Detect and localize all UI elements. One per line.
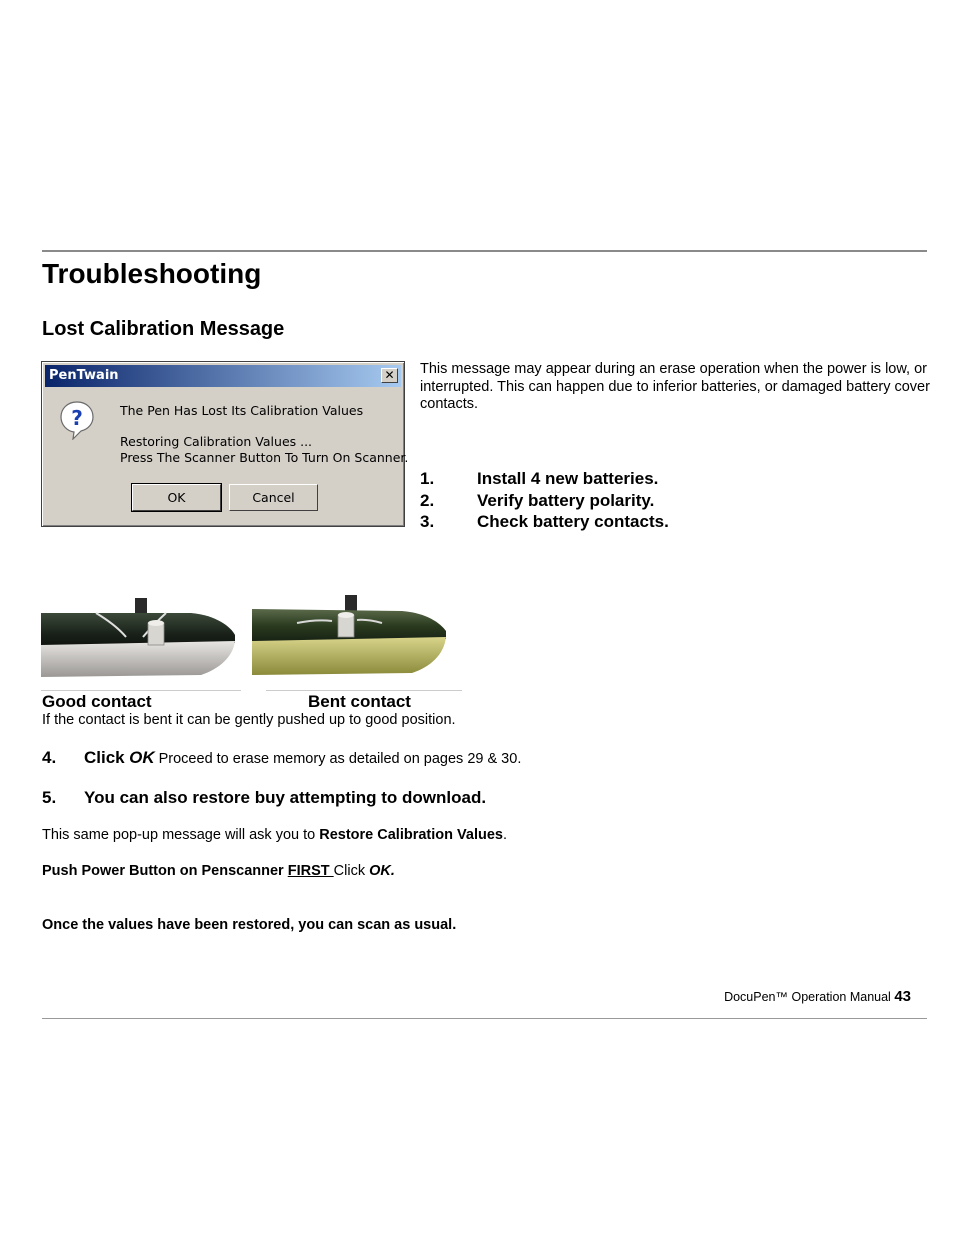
good-contact-caption: Good contact (42, 692, 152, 711)
step-4-text: Proceed to erase memory as detailed on pages 29 & 30. (154, 751, 522, 767)
step-number: 3. (420, 512, 435, 531)
push-paragraph (42, 863, 395, 879)
push-ok: OK. (369, 863, 395, 879)
question-icon (59, 400, 95, 440)
step-text: Install 4 new batteries. (477, 469, 659, 488)
bottom-rule (42, 1018, 927, 1019)
good-contact-photo (41, 595, 241, 690)
page-number: 43 (894, 988, 911, 1005)
ok-button[interactable]: OK (132, 484, 221, 511)
section-title: Lost Calibration Message (42, 318, 285, 340)
restored-paragraph: Once the values have been restored, you can scan as usual. (42, 917, 457, 933)
close-icon[interactable]: ✕ (381, 368, 398, 383)
popup-bold: Restore Calibration Values (319, 827, 503, 843)
page-footer (724, 988, 911, 1006)
push-click: Click (333, 863, 370, 879)
bent-contact-photo (252, 593, 452, 690)
popup-text: This same pop-up message will ask you to (42, 827, 320, 843)
svg-text:?: ? (71, 406, 83, 430)
dialog-message-1: The Pen Has Lost Its Calibration Values (120, 403, 364, 418)
cancel-button[interactable]: Cancel (229, 484, 318, 511)
dialog-message-2: Restoring Calibration Values ... (120, 434, 313, 449)
push-bold: Push Power Button on Penscanner (42, 863, 288, 879)
step-number: 4. (42, 748, 57, 767)
step-4-label: Click (84, 748, 125, 767)
step-number: 1. (420, 469, 435, 488)
popup-end: . (502, 827, 508, 843)
intro-paragraph: This message may appear during an erase operation when the power is low, or interrupted. This can happen due to inferior batteries, or damaged battery cover contacts. (420, 361, 930, 412)
bent-contact-caption: Bent contact (308, 692, 411, 711)
push-first: FIRST (287, 863, 334, 879)
page-title: Troubleshooting (42, 258, 262, 289)
photo-divider (41, 690, 241, 691)
dialog-title: PenTwain (49, 368, 119, 383)
footer-manual: DocuPen™ Operation Manual (724, 990, 895, 1004)
top-rule (42, 250, 927, 252)
step-text: Verify battery polarity. (477, 491, 655, 510)
step-number: 5. (42, 788, 57, 807)
step-text: You can also restore buy attempting to download. (84, 788, 487, 807)
step-text: Check battery contacts. (477, 512, 669, 531)
popup-paragraph (42, 827, 507, 843)
dialog-titlebar (45, 365, 401, 387)
bent-contact-note: If the contact is bent it can be gently pushed up to good position. (42, 712, 456, 728)
photo-divider (266, 690, 462, 691)
step-number: 2. (420, 491, 435, 510)
calibration-dialog (41, 361, 409, 527)
dialog-message-3: Press The Scanner Button To Turn On Scanner. (120, 450, 409, 465)
step-4-ok: OK (129, 748, 155, 767)
